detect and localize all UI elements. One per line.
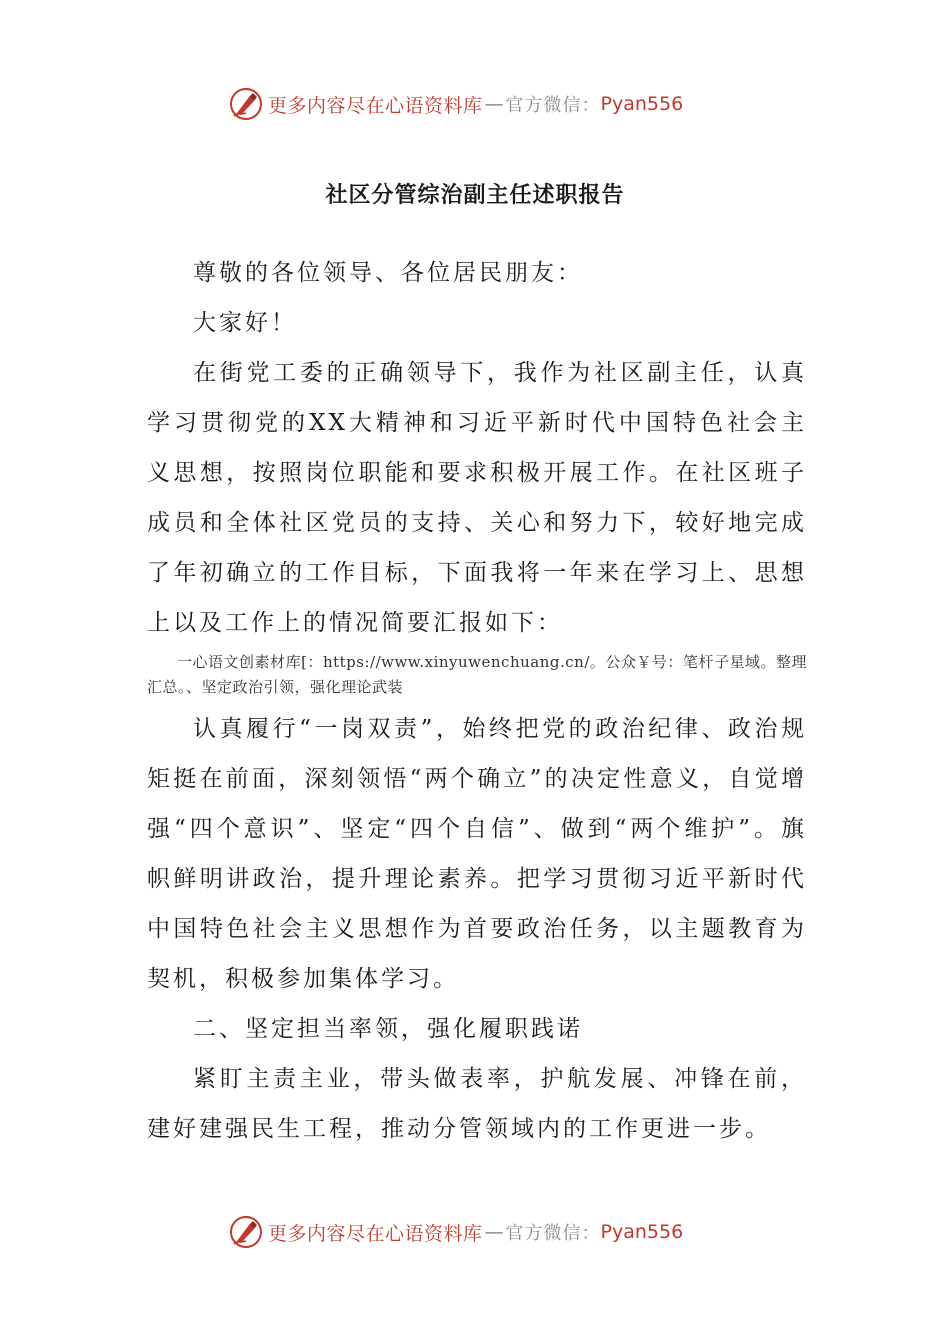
wechat-label: 官方微信： (505, 95, 601, 116)
wechat-label: 官方微信： (505, 1223, 601, 1244)
brand-name: 更多内容尽在心语资料库 (268, 1222, 483, 1245)
document-title: 社区分管综治副主任述职报告 (325, 183, 625, 208)
banner-dash: — (484, 93, 504, 115)
footer-banner (228, 1212, 683, 1252)
pen-nib-icon (228, 1214, 264, 1250)
section-one-paragraph: 认真履行“一岗双责”，始终把党的政治纪律、政治规矩挺在前面，深刻领悟“两个确立”的决定性意义，自觉增强“四个意识”、坚定“四个自信”、做到“两个维护”。旗帜鲜明讲政治，提升理论素养。把学习贯彻习近平新时代中国特色社会主义思想作为首要政治任务，以主题教育为契机，积极参加集体学习。 (147, 716, 807, 992)
header-banner (228, 84, 683, 124)
source-note-heading: 一心语文创素材库[：https://www.xinyuwenchuang.cn/。公众￥号：笔杆子星域。整理汇总。、坚定政治引领，强化理论武装 (147, 653, 807, 696)
document-body (147, 248, 807, 1154)
section-two-heading: 二、坚定担当率领，强化履职践诺 (193, 1016, 583, 1042)
brand-name: 更多内容尽在心语资料库 (268, 94, 483, 117)
greeting: 大家好！ (193, 310, 297, 336)
banner-dash: — (484, 1221, 504, 1243)
section-two-paragraph: 紧盯主责主业，带头做表率，护航发展、冲锋在前，建好建强民生工程，推动分管领域内的工作更进一步。 (147, 1066, 807, 1142)
wechat-id: Pyan556 (600, 93, 684, 115)
wechat-id: Pyan556 (600, 1221, 684, 1243)
intro-paragraph: 在街党工委的正确领导下，我作为社区副主任，认真学习贯彻党的XX大精神和习近平新时代中国特色社会主义思想，按照岗位职能和要求积极开展工作。在社区班子成员和全体社区党员的支持、关心和努力下，较好地完成了年初确立的工作目标，下面我将一年来在学习上、思想上以及工作上的情况简要汇报如下： (147, 360, 807, 636)
salutation: 尊敬的各位领导、各位居民朋友： (193, 260, 583, 286)
pen-nib-icon (228, 86, 264, 122)
